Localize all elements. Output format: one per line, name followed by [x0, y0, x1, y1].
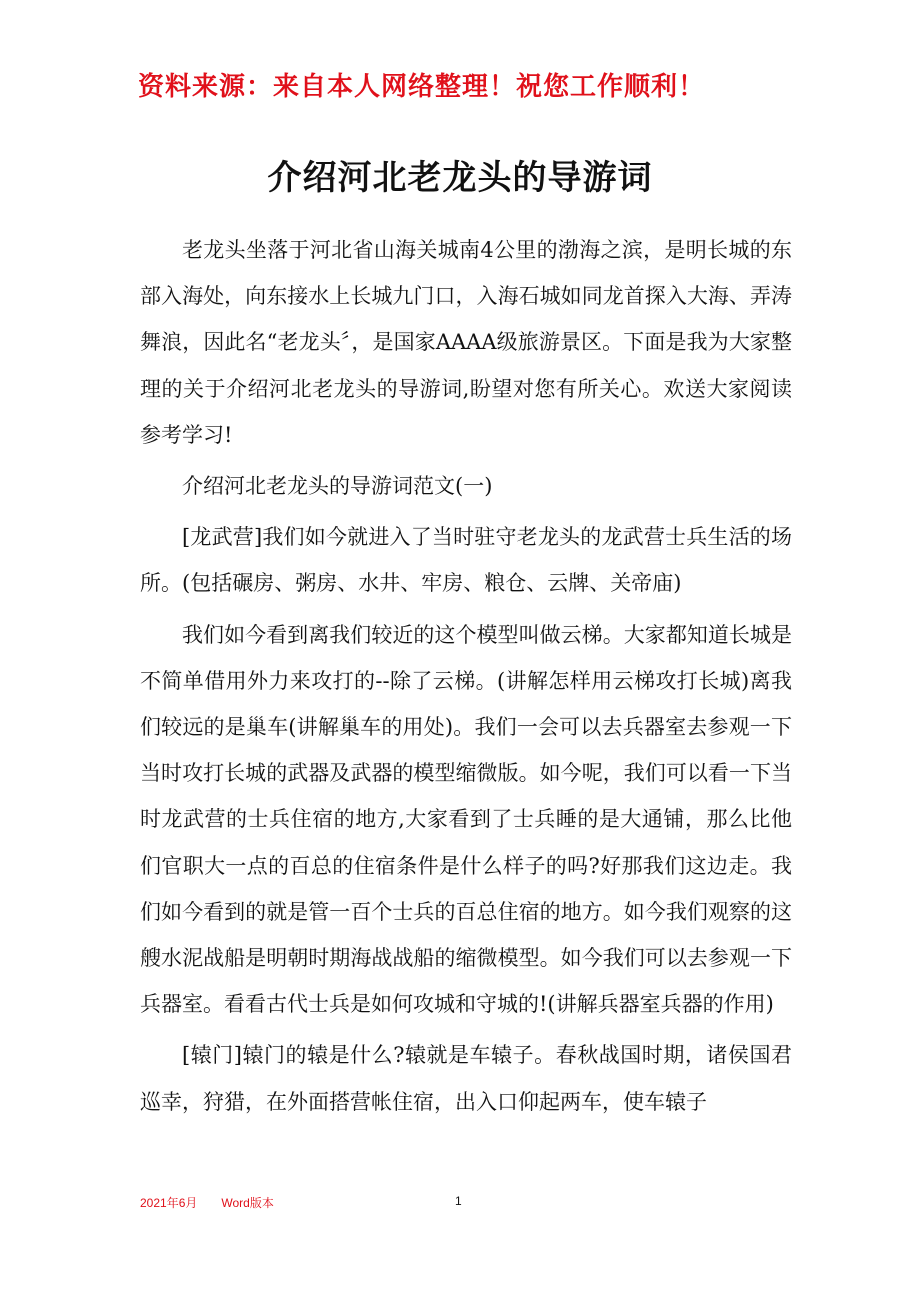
- page-footer: [140, 1194, 274, 1211]
- paragraph-yuanmen: [辕门]辕门的辕是什么?辕就是车辕子。春秋战国时期，诸侯国君巡幸，狩猎，在外面搭营帐住宿，出入口仰起两车，使车辕子: [140, 1043, 792, 1114]
- document-body: [140, 227, 792, 1130]
- paragraph-cloud-ladder: 我们如今看到离我们较近的这个模型叫做云梯。大家都知道长城是不简单借用外力来攻打的--除了云梯。(讲解怎样用云梯攻打长城)离我们较远的是巢车(讲解巢车的用处)。我们一会可以去兵器室去参观一下当时攻打长城的武器及武器的模型缩微版。如今呢，我们可以看一下当时龙武营的士兵住宿的地方,大家看到了士兵睡的是大通铺，那么比他们官职大一点的百总的住宿条件是什么样子的吗?好那我们这边走。我们如今看到的就是管一百个士兵的百总住宿的地方。如今我们观察的这艘水泥战船是明朝时期海战战船的缩微模型。如今我们可以去参观一下兵器室。看看古代士兵是如何攻城和守城的!(讲解兵器室兵器的作用): [140, 622, 792, 1017]
- document-title: 介绍河北老龙头的导游词: [267, 158, 653, 198]
- footer-date: 2021年6月: [140, 1196, 198, 1210]
- paragraph-longwuying: [龙武营]我们如今就进入了当时驻守老龙头的龙武营士兵生活的场所。(包括碾房、粥房、水井、牢房、粮仓、云牌、关帝庙): [140, 525, 792, 596]
- source-banner: 资料来源：来自本人网络整理！祝您工作顺利！: [138, 72, 706, 102]
- paragraph-intro: 老龙头坐落于河北省山海关城南4公里的渤海之滨，是明长城的东部入海处，向东接水上长城九门口，入海石城如同龙首探入大海、弄涛舞浪，因此名“老龙头〞，是国家AAAA级旅游景区。下面是我为大家整理的关于介绍河北老龙头的导游词,盼望对您有所关心。欢送大家阅读参考学习!: [140, 238, 792, 447]
- page-number: 1: [455, 1194, 462, 1208]
- paragraph-section-heading: 介绍河北老龙头的导游词范文(一): [182, 474, 493, 499]
- footer-version: Word版本: [221, 1196, 274, 1210]
